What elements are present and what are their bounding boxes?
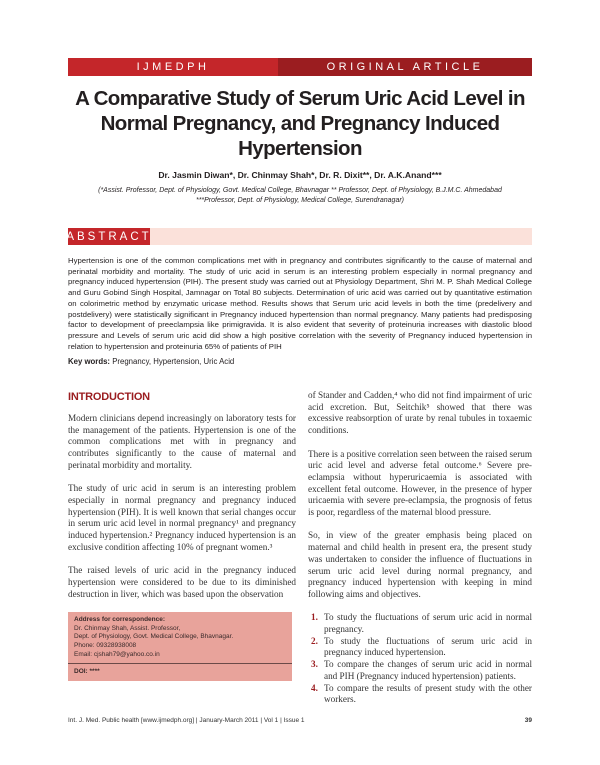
keywords-value: Pregnancy, Hypertension, Uric Acid — [110, 357, 235, 367]
page-footer — [68, 716, 532, 725]
journal-name: IJMEDPH — [68, 58, 278, 76]
paragraph: The raised levels of uric acid in the pregnancy induced hypertension were considered to be due to its diminished destruction in liver, which was based upon the observation — [68, 565, 296, 599]
paragraph: of Stander and Cadden,⁴ who did not find impairment of uric acid excretion. But, Seitchik⁵ showed that there was excessive reabsorption of urate by renal tubules in toxaemic conditions. — [308, 390, 532, 436]
body-columns — [68, 390, 532, 706]
correspondence-heading: Address for correspondence: — [74, 615, 166, 623]
keywords-label: Key words: — [68, 357, 111, 367]
paragraph: The study of uric acid in serum is an interesting problem especially in normal pregnancy and pregnancy induced hypertension (PIH). It is well known that serial changes occur in serum uric acid level in normal pregnancy¹ and pregnancy induced hypertension.² Pregnancy induced hypertension is an exclusive condition affecting 10% of pregnant women.³ — [68, 483, 296, 552]
objective-item — [308, 636, 532, 659]
left-column — [68, 390, 296, 681]
abstract-bar — [68, 228, 532, 245]
correspondence-phone: Phone: 09328938008 — [74, 642, 137, 650]
article-title: A Comparative Study of Serum Uric Acid Level in Normal Pregnancy, and Pregnancy Induced Hypertension — [75, 87, 525, 160]
objective-item — [308, 683, 532, 706]
keywords — [68, 357, 532, 368]
article-type: ORIGINAL ARTICLE — [278, 58, 532, 76]
abstract-heading: ABSTRACT — [68, 228, 150, 245]
page-number: 39 — [524, 716, 532, 724]
abstract-text: Hypertension is one of the common complications met with in pregnancy and contributes significantly to the cause of maternal and perinatal morbidity and mortality. The study of uric acid in serum is an interesting problem especially in normal pregnancy and pregnancy induced hypertension (PIH). The present study was carried out at Physiology Department, Shri M. P. Shah Medical College and Guru Gobind Singh Hospital, Jamnagar on Total 80 subjects. Determination of uric acid was carried out by quantitative estimation on colorimetric method by enzymatic uricase method. Results shows that Serum uric acid levels in both the time (predelivery and postdelivery) were statistically significant in Pregnancy induced hypertension than normal pregnancy. Many patients had predisposing factor to development of preeclampsia like primigravida. It is also evident that severity of proteinuria increases with diastolic blood pressure and Levels of serum uric acid did show a high positive correlation with the severity of Pregnancy induced hypertension in relation to hypertension and proteinuria 65% of patients of PIH — [68, 256, 532, 351]
introduction-heading: INTRODUCTION — [68, 391, 150, 404]
doi: DOI: **** — [74, 668, 100, 676]
correspondence-box — [68, 612, 292, 681]
objective-text: To study the fluctuations of serum uric acid in pregnancy induced hypertension. — [324, 635, 532, 658]
authors: Dr. Jasmin Diwan*, Dr. Chinmay Shah*, Dr. R. Dixit**, Dr. A.K.Anand*** — [158, 170, 442, 180]
footer-citation: Int. J. Med. Public health [www.ijmedph.org] | January-March 2011 | Vol 1 | Issue 1 — [68, 716, 305, 724]
correspondence-email: Email: cjshah79@yahoo.co.in — [74, 650, 160, 658]
objective-item — [308, 612, 532, 635]
right-column — [308, 390, 532, 706]
affiliations — [68, 186, 532, 206]
correspondence-line: Dr. Chinmay Shah, Assist. Professor, — [74, 624, 181, 632]
objective-text: To study the fluctuations of serum uric acid in normal pregnancy. — [324, 612, 532, 635]
affiliation-line: ***Professor, Dept. of Physiology, Medical College, Surendranagar) — [195, 197, 405, 204]
paragraph: There is a positive correlation seen between the raised serum uric acid level and adverse fetal outcome.⁶ Severe pre-eclampsia without hyperuricaemia is associated with excellent fetal outcome. However, in the presence of hyper uricaemia with severe pre-eclampsia, the prognosis of fetus is poor, regardless of the maternal blood pressure. — [308, 448, 532, 518]
objective-text: To compare the results of present study with the other workers. — [324, 682, 532, 705]
affiliation-line: (*Assist. Professor, Dept. of Physiology, Govt. Medical College, Bhavnagar ** Professor, Dept. of Physiology, B.J.M.C. Ahmedabad — [98, 187, 502, 194]
paragraph: So, in view of the greater emphasis being placed on maternal and child health in present era, the present study was undertaken to consider the influence of fluctuations in serum uric acid level during normal pregnancy, and pregnancy induced hypertension with keeping in mind following aims and objectives. — [308, 530, 532, 599]
paragraph: Modern clinicians depend increasingly on laboratory tests for the management of the patients. Hypertension is one of the common complications met with in pregnancy and contributes significantly to the cause of maternal and perinatal morbidity and mortality. — [68, 413, 296, 470]
objective-number: 4. — [311, 682, 318, 693]
correspondence-line: Dept. of Physiology, Govt. Medical College, Bhavnagar. — [74, 633, 234, 641]
objectives-list — [308, 612, 532, 706]
objective-number: 3. — [311, 659, 318, 670]
objective-item — [308, 659, 532, 682]
objective-number: 1. — [311, 612, 318, 623]
journal-header-bar — [68, 58, 532, 76]
objective-text: To compare the changes of serum uric acid in normal and PIH (Pregnancy induced hypertension) patients. — [324, 659, 532, 681]
objective-number: 2. — [311, 635, 318, 646]
